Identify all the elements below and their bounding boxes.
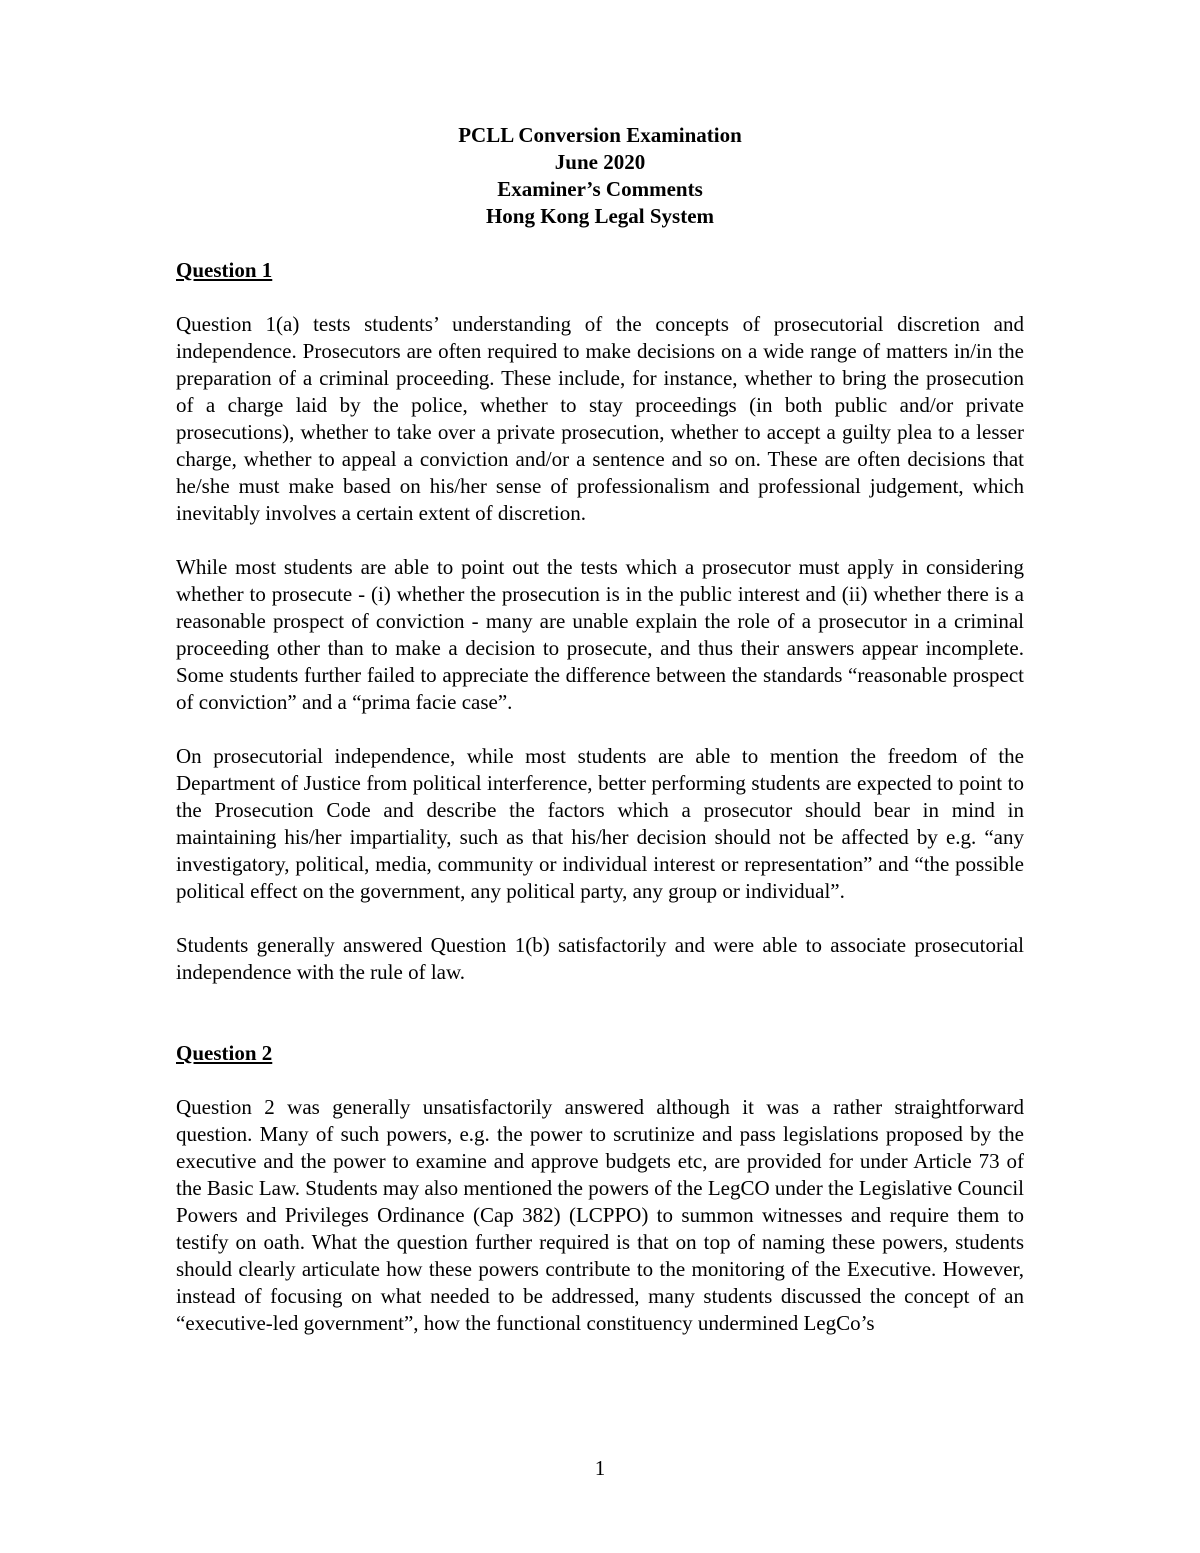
document-page [176, 122, 1024, 1337]
question-2-heading: Question 2 [176, 1041, 273, 1065]
title-subject: Hong Kong Legal System [485, 204, 715, 228]
page-number: 1 [594, 1456, 606, 1480]
question-1-paragraph-4: Students generally answered Question 1(b) satisfactorily and were able to associate prosecutorial independence with the rule of law. [176, 933, 1024, 984]
title-comments: Examiner’s Comments [497, 177, 703, 201]
document-title [176, 122, 1024, 230]
question-1-paragraph-3: On prosecutorial independence, while most students are able to mention the freedom of the Department of Justice from political interference, better performing students are expected to point to the Prosecution Code and describe the factors which a prosecutor should bear in mind in maintaining his/her impartiality, such as that his/her decision should not be affected by e.g. “any investigatory, political, media, community or individual interest or representation” and “the possible political effect on the government, any political party, any group or individual”. [176, 744, 1024, 903]
question-2-paragraph-1: Question 2 was generally unsatisfactorily answered although it was a rather straightforward question. Many of such powers, e.g. the power to scrutinize and pass legislations proposed by the executive and the power to examine and approve budgets etc, are provided for under Article 73 of the Basic Law. Students may also mentioned the powers of the LegCO under the Legislative Council Powers and Privileges Ordinance (Cap 382) (LCPPO) to summon witnesses and require them to testify on oath. What the question further required is that on top of naming these powers, students should clearly articulate how these powers contribute to the monitoring of the Executive. However, instead of focusing on what needed to be addressed, many students discussed the concept of an “executive-led government”, how the functional constituency undermined LegCo’s [176, 1095, 1024, 1335]
title-exam-name: PCLL Conversion Examination [458, 123, 742, 147]
question-1-paragraph-1: Question 1(a) tests students’ understanding of the concepts of prosecutorial discretion and independence. Prosecutors are often required to make decisions on a wide range of matters in/in the preparation of a criminal proceeding. These include, for instance, whether to bring the prosecution of a charge laid by the police, whether to stay proceedings (in both public and/or private prosecutions), whether to take over a private prosecution, whether to accept a guilty plea to a lesser charge, whether to appeal a conviction and/or a sentence and so on. These are often decisions that he/she must make based on his/her sense of professionalism and professional judgement, which inevitably involves a certain extent of discretion. [176, 312, 1024, 525]
question-1-heading: Question 1 [176, 258, 273, 282]
question-1-paragraph-2: While most students are able to point out the tests which a prosecutor must apply in considering whether to prosecute - (i) whether the prosecution is in the public interest and (ii) whether there is a reasonable prospect of conviction - many are unable explain the role of a prosecutor in a criminal proceeding other than to make a decision to prosecute, and thus their answers appear incomplete. Some students further failed to appreciate the difference between the standards “reasonable prospect of conviction” and a “prima facie case”. [176, 555, 1024, 714]
title-date: June 2020 [554, 150, 646, 174]
